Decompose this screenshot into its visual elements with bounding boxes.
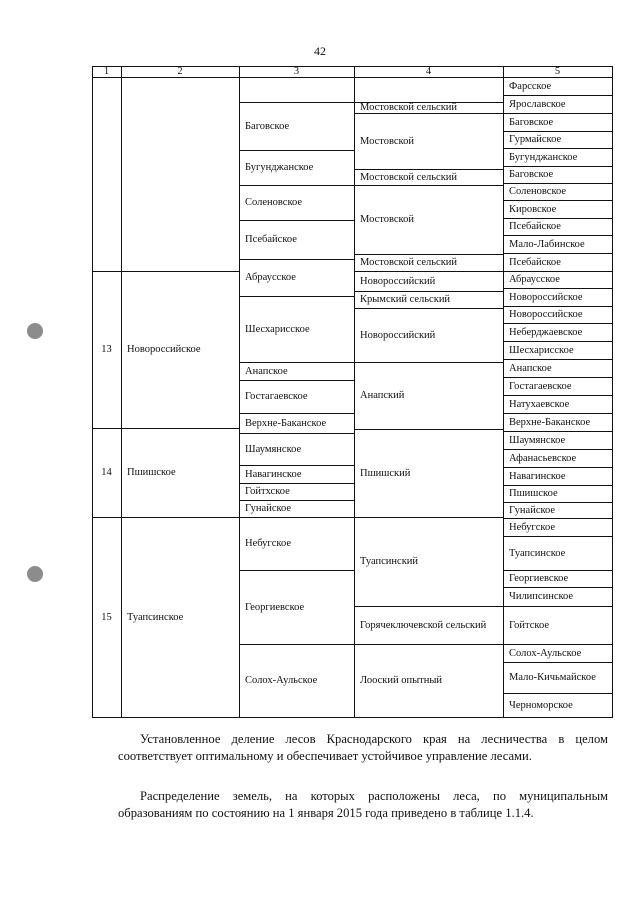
section-name: Ярославское <box>509 98 566 110</box>
section-name: Черноморское <box>509 699 573 711</box>
district-forestry: Верхне-Баканское <box>245 417 327 429</box>
section-name: Георгиевское <box>509 573 569 584</box>
section-name: Кировское <box>509 203 557 215</box>
category-name: Мостовской сельский <box>360 171 458 183</box>
district-forestry: Солох-Аульское <box>245 675 318 686</box>
section-name: Новороссийское <box>509 309 583 320</box>
section-name: Новороссийское <box>509 291 583 303</box>
page-number: 42 <box>314 44 326 58</box>
section-name: Гойтское <box>509 619 550 631</box>
section-name: Соленовское <box>509 186 567 197</box>
header-cell-3: 3 <box>293 66 300 77</box>
section-name: Неберджаевское <box>509 326 583 338</box>
section-name: Анапское <box>509 362 552 374</box>
c3-line-extra <box>239 570 354 571</box>
header-cell-2: 2 <box>177 66 183 77</box>
category-name: Мостовской <box>360 135 414 147</box>
binder-hole-top <box>27 323 43 339</box>
section-name: Солох-Аульское <box>509 647 582 659</box>
paragraph-land-distribution <box>118 788 608 822</box>
category-name: Новороссийский <box>360 275 436 287</box>
category-name: Мостовской сельский <box>360 257 458 268</box>
header-cell-1: 1 <box>103 66 110 77</box>
district-forestry: Георгиевское <box>245 601 305 613</box>
district-forestry: Гостагаевское <box>245 391 308 402</box>
category-name: Пшишский <box>360 467 411 479</box>
section-name: Гостагаевское <box>509 380 572 392</box>
district-forestry: Псебайское <box>245 234 297 245</box>
header-cell-4: 4 <box>425 66 432 77</box>
paragraph-forest-division <box>118 731 608 765</box>
section-name: Псебайское <box>509 221 561 232</box>
category-name: Новороссийский <box>360 329 436 341</box>
district-forestry: Абраусское <box>245 272 296 283</box>
section-name: Гурмайское <box>509 134 562 145</box>
section-name: Баговское <box>509 169 554 180</box>
section-name: Баговское <box>509 116 554 128</box>
section-name: Гунайское <box>509 504 556 516</box>
section-name: Псебайское <box>509 256 561 268</box>
group-number: 15 <box>101 611 112 623</box>
section-name: Мало-Лабинское <box>509 238 585 250</box>
district-forestry: Гойтхское <box>245 486 290 497</box>
section-name: Мало-Кичьмайское <box>509 672 596 683</box>
category-name: Крымский сельский <box>360 294 451 305</box>
section-name: Бугунджанское <box>509 151 578 163</box>
district-forestry: Гунайское <box>245 503 292 514</box>
section-name: Навагинское <box>509 470 566 482</box>
section-name: Небугское <box>509 521 556 533</box>
section-name: Фарсское <box>509 80 552 92</box>
section-name: Афанасьевское <box>509 452 577 464</box>
section-name: Чилипсинское <box>509 591 574 602</box>
forestry-name: Пшишское <box>127 467 176 478</box>
district-forestry: Небугское <box>245 538 292 549</box>
category-name: Мостовской <box>360 214 414 225</box>
district-forestry: Бугунджанское <box>245 162 314 173</box>
district-forestry: Шаумянское <box>245 443 302 455</box>
section-name: Натухаевское <box>509 398 570 410</box>
category-name: Лооский опытный <box>360 675 443 686</box>
district-forestry: Навагинское <box>245 468 302 480</box>
table-col-line-5 <box>612 66 613 718</box>
section-name: Шесхарисское <box>509 344 574 356</box>
forestry-name: Туапсинское <box>127 611 184 623</box>
category-name: Горячеключевской сельский <box>360 619 487 631</box>
group-number: 14 <box>101 467 112 478</box>
paragraph-land-distribution-text: Распределение земель, на которых расположены леса, по муниципальным образованиям по состоянию на 1 января 2015 года приведено в таблице 1.1.4. <box>118 789 608 820</box>
paragraph-forest-division-text: Установленное деление лесов Краснодарского края на лесничества в целом соответствует оптимальному и обеспечивает устойчивое управление лесами. <box>118 732 608 763</box>
district-forestry: Анапское <box>245 365 288 377</box>
section-name: Верхне-Баканское <box>509 416 591 428</box>
category-name: Туапсинский <box>360 556 419 567</box>
district-forestry: Шесхарисское <box>245 323 310 335</box>
category-name: Анапский <box>360 390 405 401</box>
header-cell-5: 5 <box>554 66 561 77</box>
forestry-table <box>92 66 612 717</box>
binder-hole-bottom <box>27 566 43 582</box>
category-name: Мостовской сельский <box>360 102 458 113</box>
table-border-bottom <box>92 717 612 718</box>
section-name: Абраусское <box>509 274 560 285</box>
section-name: Пшишское <box>509 488 558 499</box>
section-name: Туапсинское <box>509 547 566 559</box>
district-forestry: Соленовское <box>245 197 303 208</box>
district-forestry: Баговское <box>245 120 290 132</box>
section-name: Шаумянское <box>509 434 566 446</box>
group-number: 13 <box>101 344 112 355</box>
forestry-name: Новороссийское <box>127 344 201 355</box>
